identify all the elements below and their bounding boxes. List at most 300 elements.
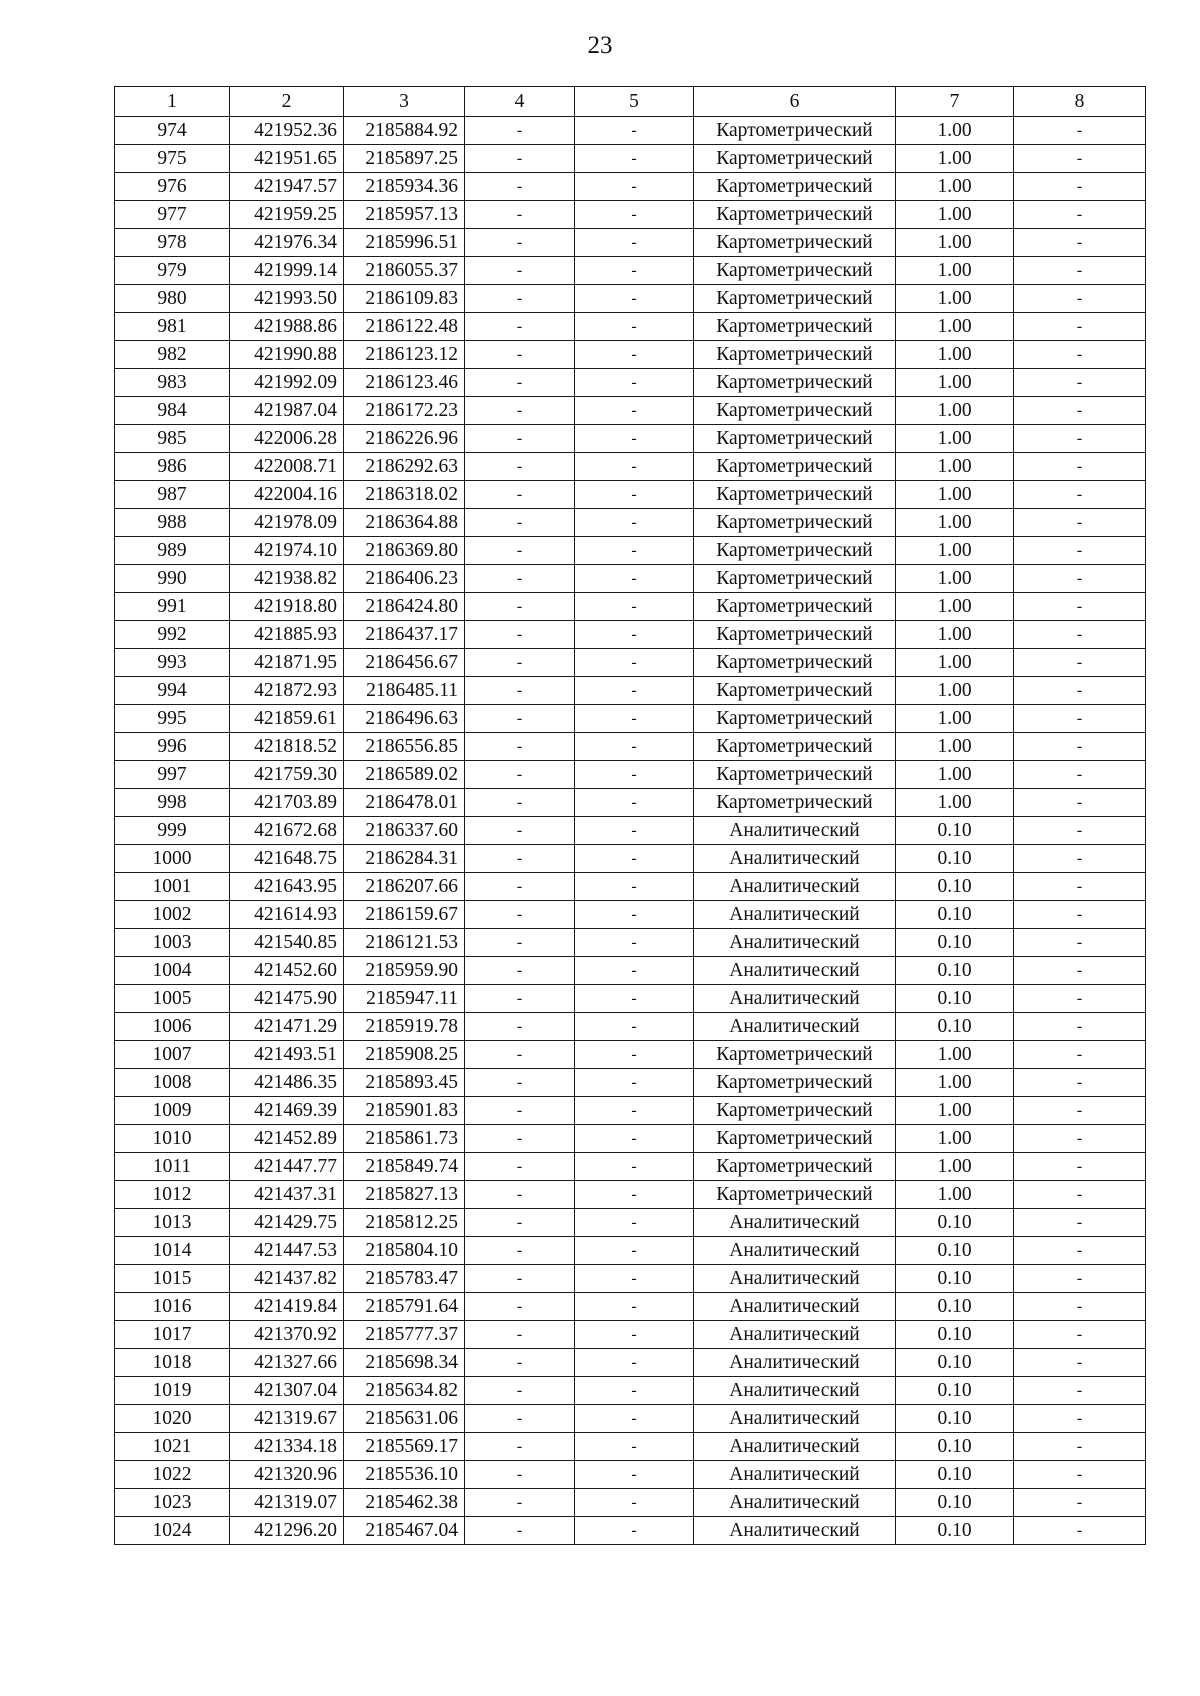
- y-coordinate-cell: 2185791.64: [344, 1293, 465, 1321]
- point-number-cell: 996: [115, 733, 230, 761]
- col-4-cell: -: [465, 873, 575, 901]
- point-number-cell: 986: [115, 453, 230, 481]
- method-cell: Аналитический: [694, 1489, 896, 1517]
- col-4-cell: -: [465, 173, 575, 201]
- x-coordinate-cell: 421759.30: [230, 761, 344, 789]
- col-5-cell: -: [575, 481, 694, 509]
- col-4-cell: -: [465, 1181, 575, 1209]
- y-coordinate-cell: 2186424.80: [344, 593, 465, 621]
- x-coordinate-cell: 421429.75: [230, 1209, 344, 1237]
- col-8-cell: -: [1014, 1405, 1146, 1433]
- accuracy-cell: 0.10: [896, 1321, 1014, 1349]
- col-5-cell: -: [575, 1209, 694, 1237]
- point-number-cell: 1009: [115, 1097, 230, 1125]
- point-number-cell: 977: [115, 201, 230, 229]
- accuracy-cell: 1.00: [896, 1069, 1014, 1097]
- accuracy-cell: 1.00: [896, 341, 1014, 369]
- table-row: [115, 1125, 1146, 1153]
- x-coordinate-cell: 421370.92: [230, 1321, 344, 1349]
- point-number-cell: 978: [115, 229, 230, 257]
- method-cell: Картометрический: [694, 1069, 896, 1097]
- y-coordinate-cell: 2186485.11: [344, 677, 465, 705]
- col-8-cell: -: [1014, 593, 1146, 621]
- accuracy-cell: 1.00: [896, 1041, 1014, 1069]
- x-coordinate-cell: 421447.53: [230, 1237, 344, 1265]
- accuracy-cell: 1.00: [896, 1125, 1014, 1153]
- x-coordinate-cell: 421672.68: [230, 817, 344, 845]
- accuracy-cell: 0.10: [896, 1377, 1014, 1405]
- col-5-cell: -: [575, 1013, 694, 1041]
- accuracy-cell: 0.10: [896, 1209, 1014, 1237]
- method-cell: Картометрический: [694, 369, 896, 397]
- x-coordinate-cell: 421871.95: [230, 649, 344, 677]
- point-number-cell: 994: [115, 677, 230, 705]
- y-coordinate-cell: 2185908.25: [344, 1041, 465, 1069]
- table-row: [115, 145, 1146, 173]
- col-8-cell: -: [1014, 845, 1146, 873]
- point-number-cell: 990: [115, 565, 230, 593]
- accuracy-cell: 1.00: [896, 481, 1014, 509]
- col-5-cell: -: [575, 1041, 694, 1069]
- point-number-cell: 974: [115, 117, 230, 145]
- x-coordinate-cell: 421978.09: [230, 509, 344, 537]
- col-4-cell: -: [465, 257, 575, 285]
- col-8-cell: -: [1014, 285, 1146, 313]
- col-5-cell: -: [575, 1489, 694, 1517]
- header-cell-1: 1: [115, 87, 230, 117]
- table-row: [115, 1153, 1146, 1181]
- col-4-cell: -: [465, 1209, 575, 1237]
- col-5-cell: -: [575, 117, 694, 145]
- col-5-cell: -: [575, 565, 694, 593]
- point-number-cell: 998: [115, 789, 230, 817]
- table-row: [115, 173, 1146, 201]
- y-coordinate-cell: 2185919.78: [344, 1013, 465, 1041]
- x-coordinate-cell: 421885.93: [230, 621, 344, 649]
- accuracy-cell: 1.00: [896, 1153, 1014, 1181]
- table-row: [115, 929, 1146, 957]
- method-cell: Аналитический: [694, 1517, 896, 1545]
- col-4-cell: -: [465, 789, 575, 817]
- col-5-cell: -: [575, 1265, 694, 1293]
- method-cell: Аналитический: [694, 985, 896, 1013]
- col-8-cell: -: [1014, 1461, 1146, 1489]
- col-4-cell: -: [465, 145, 575, 173]
- col-4-cell: -: [465, 537, 575, 565]
- header-cell-5: 5: [575, 87, 694, 117]
- col-8-cell: -: [1014, 677, 1146, 705]
- point-number-cell: 1004: [115, 957, 230, 985]
- col-5-cell: -: [575, 173, 694, 201]
- col-5-cell: -: [575, 1405, 694, 1433]
- col-5-cell: -: [575, 677, 694, 705]
- col-4-cell: -: [465, 313, 575, 341]
- col-5-cell: -: [575, 1321, 694, 1349]
- method-cell: Аналитический: [694, 1349, 896, 1377]
- table-row: [115, 1069, 1146, 1097]
- col-4-cell: -: [465, 285, 575, 313]
- col-8-cell: -: [1014, 1209, 1146, 1237]
- point-number-cell: 1012: [115, 1181, 230, 1209]
- y-coordinate-cell: 2185462.38: [344, 1489, 465, 1517]
- col-4-cell: -: [465, 201, 575, 229]
- table-row: [115, 1321, 1146, 1349]
- col-8-cell: -: [1014, 761, 1146, 789]
- x-coordinate-cell: 421419.84: [230, 1293, 344, 1321]
- point-number-cell: 975: [115, 145, 230, 173]
- point-number-cell: 1011: [115, 1153, 230, 1181]
- accuracy-cell: 1.00: [896, 117, 1014, 145]
- col-5-cell: -: [575, 1293, 694, 1321]
- point-number-cell: 1023: [115, 1489, 230, 1517]
- col-8-cell: -: [1014, 957, 1146, 985]
- col-8-cell: -: [1014, 1153, 1146, 1181]
- y-coordinate-cell: 2186123.46: [344, 369, 465, 397]
- table-row: [115, 1377, 1146, 1405]
- accuracy-cell: 1.00: [896, 201, 1014, 229]
- method-cell: Аналитический: [694, 1377, 896, 1405]
- col-8-cell: -: [1014, 929, 1146, 957]
- col-5-cell: -: [575, 901, 694, 929]
- accuracy-cell: 0.10: [896, 929, 1014, 957]
- accuracy-cell: 0.10: [896, 1489, 1014, 1517]
- table-row: [115, 789, 1146, 817]
- x-coordinate-cell: 421319.07: [230, 1489, 344, 1517]
- x-coordinate-cell: 421818.52: [230, 733, 344, 761]
- col-8-cell: -: [1014, 1041, 1146, 1069]
- col-5-cell: -: [575, 789, 694, 817]
- point-number-cell: 1021: [115, 1433, 230, 1461]
- y-coordinate-cell: 2186172.23: [344, 397, 465, 425]
- col-5-cell: -: [575, 817, 694, 845]
- col-5-cell: -: [575, 761, 694, 789]
- y-coordinate-cell: 2186589.02: [344, 761, 465, 789]
- accuracy-cell: 0.10: [896, 1517, 1014, 1545]
- y-coordinate-cell: 2185783.47: [344, 1265, 465, 1293]
- y-coordinate-cell: 2185884.92: [344, 117, 465, 145]
- y-coordinate-cell: 2185901.83: [344, 1097, 465, 1125]
- col-4-cell: -: [465, 1237, 575, 1265]
- method-cell: Картометрический: [694, 593, 896, 621]
- col-5-cell: -: [575, 1517, 694, 1545]
- col-8-cell: -: [1014, 1237, 1146, 1265]
- y-coordinate-cell: 2185698.34: [344, 1349, 465, 1377]
- col-5-cell: -: [575, 1433, 694, 1461]
- y-coordinate-cell: 2186406.23: [344, 565, 465, 593]
- col-4-cell: -: [465, 985, 575, 1013]
- col-5-cell: -: [575, 1349, 694, 1377]
- col-5-cell: -: [575, 593, 694, 621]
- col-8-cell: -: [1014, 537, 1146, 565]
- x-coordinate-cell: 421327.66: [230, 1349, 344, 1377]
- accuracy-cell: 1.00: [896, 761, 1014, 789]
- method-cell: Картометрический: [694, 1181, 896, 1209]
- table-row: [115, 537, 1146, 565]
- table-row: [115, 201, 1146, 229]
- table-row: [115, 1041, 1146, 1069]
- table-row: [115, 509, 1146, 537]
- col-4-cell: -: [465, 1293, 575, 1321]
- x-coordinate-cell: 421296.20: [230, 1517, 344, 1545]
- table-row: [115, 1461, 1146, 1489]
- col-4-cell: -: [465, 1125, 575, 1153]
- method-cell: Аналитический: [694, 1013, 896, 1041]
- x-coordinate-cell: 421447.77: [230, 1153, 344, 1181]
- method-cell: Картометрический: [694, 397, 896, 425]
- col-4-cell: -: [465, 593, 575, 621]
- method-cell: Картометрический: [694, 1097, 896, 1125]
- table-row: [115, 1405, 1146, 1433]
- table-row: [115, 733, 1146, 761]
- col-5-cell: -: [575, 1237, 694, 1265]
- x-coordinate-cell: 421469.39: [230, 1097, 344, 1125]
- col-5-cell: -: [575, 621, 694, 649]
- table-row: [115, 397, 1146, 425]
- x-coordinate-cell: 421452.60: [230, 957, 344, 985]
- table-row: [115, 285, 1146, 313]
- y-coordinate-cell: 2185827.13: [344, 1181, 465, 1209]
- col-4-cell: -: [465, 677, 575, 705]
- col-5-cell: -: [575, 397, 694, 425]
- table-row: [115, 1433, 1146, 1461]
- col-5-cell: -: [575, 425, 694, 453]
- point-number-cell: 1016: [115, 1293, 230, 1321]
- col-8-cell: -: [1014, 1013, 1146, 1041]
- col-4-cell: -: [465, 1265, 575, 1293]
- col-4-cell: -: [465, 1013, 575, 1041]
- col-8-cell: -: [1014, 985, 1146, 1013]
- accuracy-cell: 0.10: [896, 957, 1014, 985]
- x-coordinate-cell: 421486.35: [230, 1069, 344, 1097]
- method-cell: Аналитический: [694, 901, 896, 929]
- method-cell: Аналитический: [694, 929, 896, 957]
- point-number-cell: 1015: [115, 1265, 230, 1293]
- y-coordinate-cell: 2185536.10: [344, 1461, 465, 1489]
- point-number-cell: 1013: [115, 1209, 230, 1237]
- method-cell: Аналитический: [694, 1321, 896, 1349]
- y-coordinate-cell: 2186123.12: [344, 341, 465, 369]
- col-4-cell: -: [465, 1405, 575, 1433]
- col-8-cell: -: [1014, 1293, 1146, 1321]
- table-row: [115, 565, 1146, 593]
- table-row: [115, 1265, 1146, 1293]
- table-row: [115, 985, 1146, 1013]
- table-row: [115, 1209, 1146, 1237]
- method-cell: Картометрический: [694, 733, 896, 761]
- col-5-cell: -: [575, 369, 694, 397]
- col-5-cell: -: [575, 145, 694, 173]
- y-coordinate-cell: 2185467.04: [344, 1517, 465, 1545]
- x-coordinate-cell: 421475.90: [230, 985, 344, 1013]
- col-8-cell: -: [1014, 1377, 1146, 1405]
- table-row: [115, 1181, 1146, 1209]
- col-4-cell: -: [465, 845, 575, 873]
- x-coordinate-cell: 421938.82: [230, 565, 344, 593]
- table-row: [115, 369, 1146, 397]
- y-coordinate-cell: 2186121.53: [344, 929, 465, 957]
- y-coordinate-cell: 2185893.45: [344, 1069, 465, 1097]
- x-coordinate-cell: 422004.16: [230, 481, 344, 509]
- accuracy-cell: 0.10: [896, 1265, 1014, 1293]
- x-coordinate-cell: 421307.04: [230, 1377, 344, 1405]
- accuracy-cell: 0.10: [896, 1461, 1014, 1489]
- table-row: [115, 957, 1146, 985]
- method-cell: Картометрический: [694, 201, 896, 229]
- col-5-cell: -: [575, 1153, 694, 1181]
- x-coordinate-cell: 421471.29: [230, 1013, 344, 1041]
- y-coordinate-cell: 2186364.88: [344, 509, 465, 537]
- method-cell: Картометрический: [694, 789, 896, 817]
- col-8-cell: -: [1014, 1097, 1146, 1125]
- col-8-cell: -: [1014, 649, 1146, 677]
- col-4-cell: -: [465, 901, 575, 929]
- x-coordinate-cell: 421643.95: [230, 873, 344, 901]
- col-4-cell: -: [465, 341, 575, 369]
- method-cell: Аналитический: [694, 1461, 896, 1489]
- point-number-cell: 976: [115, 173, 230, 201]
- point-number-cell: 989: [115, 537, 230, 565]
- y-coordinate-cell: 2185804.10: [344, 1237, 465, 1265]
- col-8-cell: -: [1014, 1433, 1146, 1461]
- accuracy-cell: 1.00: [896, 789, 1014, 817]
- col-8-cell: -: [1014, 817, 1146, 845]
- point-number-cell: 987: [115, 481, 230, 509]
- accuracy-cell: 0.10: [896, 1013, 1014, 1041]
- col-4-cell: -: [465, 1069, 575, 1097]
- col-5-cell: -: [575, 985, 694, 1013]
- accuracy-cell: 1.00: [896, 1097, 1014, 1125]
- col-8-cell: -: [1014, 901, 1146, 929]
- point-number-cell: 999: [115, 817, 230, 845]
- point-number-cell: 1001: [115, 873, 230, 901]
- col-8-cell: -: [1014, 1265, 1146, 1293]
- accuracy-cell: 1.00: [896, 733, 1014, 761]
- col-4-cell: -: [465, 817, 575, 845]
- accuracy-cell: 0.10: [896, 817, 1014, 845]
- point-number-cell: 995: [115, 705, 230, 733]
- method-cell: Аналитический: [694, 1433, 896, 1461]
- col-4-cell: -: [465, 1377, 575, 1405]
- point-number-cell: 1003: [115, 929, 230, 957]
- accuracy-cell: 1.00: [896, 537, 1014, 565]
- y-coordinate-cell: 2186122.48: [344, 313, 465, 341]
- col-5-cell: -: [575, 341, 694, 369]
- y-coordinate-cell: 2186437.17: [344, 621, 465, 649]
- method-cell: Аналитический: [694, 873, 896, 901]
- x-coordinate-cell: 421614.93: [230, 901, 344, 929]
- accuracy-cell: 0.10: [896, 901, 1014, 929]
- x-coordinate-cell: 421987.04: [230, 397, 344, 425]
- table-row: [115, 1237, 1146, 1265]
- table-row: [115, 481, 1146, 509]
- accuracy-cell: 1.00: [896, 1181, 1014, 1209]
- y-coordinate-cell: 2185947.11: [344, 985, 465, 1013]
- col-4-cell: -: [465, 1153, 575, 1181]
- method-cell: Картометрический: [694, 705, 896, 733]
- x-coordinate-cell: 421951.65: [230, 145, 344, 173]
- accuracy-cell: 1.00: [896, 621, 1014, 649]
- point-number-cell: 984: [115, 397, 230, 425]
- point-number-cell: 981: [115, 313, 230, 341]
- accuracy-cell: 0.10: [896, 985, 1014, 1013]
- point-number-cell: 1022: [115, 1461, 230, 1489]
- col-4-cell: -: [465, 1097, 575, 1125]
- method-cell: Картометрический: [694, 481, 896, 509]
- col-4-cell: -: [465, 369, 575, 397]
- y-coordinate-cell: 2186318.02: [344, 481, 465, 509]
- col-8-cell: -: [1014, 481, 1146, 509]
- col-8-cell: -: [1014, 1517, 1146, 1545]
- x-coordinate-cell: 421648.75: [230, 845, 344, 873]
- y-coordinate-cell: 2186159.67: [344, 901, 465, 929]
- header-cell-7: 7: [896, 87, 1014, 117]
- header-cell-2: 2: [230, 87, 344, 117]
- point-number-cell: 992: [115, 621, 230, 649]
- col-8-cell: -: [1014, 733, 1146, 761]
- point-number-cell: 1014: [115, 1237, 230, 1265]
- table-row: [115, 593, 1146, 621]
- coordinates-table: [114, 86, 1146, 1545]
- col-4-cell: -: [465, 1041, 575, 1069]
- x-coordinate-cell: 421959.25: [230, 201, 344, 229]
- accuracy-cell: 1.00: [896, 425, 1014, 453]
- col-5-cell: -: [575, 1181, 694, 1209]
- accuracy-cell: 0.10: [896, 1405, 1014, 1433]
- col-8-cell: -: [1014, 1349, 1146, 1377]
- y-coordinate-cell: 2185861.73: [344, 1125, 465, 1153]
- accuracy-cell: 1.00: [896, 565, 1014, 593]
- table-row: [115, 313, 1146, 341]
- point-number-cell: 1002: [115, 901, 230, 929]
- y-coordinate-cell: 2185996.51: [344, 229, 465, 257]
- point-number-cell: 983: [115, 369, 230, 397]
- y-coordinate-cell: 2186496.63: [344, 705, 465, 733]
- accuracy-cell: 1.00: [896, 593, 1014, 621]
- method-cell: Картометрический: [694, 509, 896, 537]
- accuracy-cell: 0.10: [896, 1237, 1014, 1265]
- y-coordinate-cell: 2185897.25: [344, 145, 465, 173]
- table-row: [115, 705, 1146, 733]
- method-cell: Картометрический: [694, 453, 896, 481]
- point-number-cell: 1024: [115, 1517, 230, 1545]
- col-5-cell: -: [575, 1097, 694, 1125]
- x-coordinate-cell: 421992.09: [230, 369, 344, 397]
- accuracy-cell: 1.00: [896, 677, 1014, 705]
- point-number-cell: 993: [115, 649, 230, 677]
- y-coordinate-cell: 2186284.31: [344, 845, 465, 873]
- col-8-cell: -: [1014, 1321, 1146, 1349]
- col-8-cell: -: [1014, 873, 1146, 901]
- y-coordinate-cell: 2186478.01: [344, 789, 465, 817]
- col-8-cell: -: [1014, 705, 1146, 733]
- col-4-cell: -: [465, 397, 575, 425]
- table-row: [115, 257, 1146, 285]
- col-4-cell: -: [465, 1489, 575, 1517]
- method-cell: Аналитический: [694, 1293, 896, 1321]
- y-coordinate-cell: 2186337.60: [344, 817, 465, 845]
- col-5-cell: -: [575, 649, 694, 677]
- col-8-cell: -: [1014, 201, 1146, 229]
- y-coordinate-cell: 2185934.36: [344, 173, 465, 201]
- col-5-cell: -: [575, 285, 694, 313]
- point-number-cell: 1005: [115, 985, 230, 1013]
- method-cell: Аналитический: [694, 1237, 896, 1265]
- x-coordinate-cell: 422006.28: [230, 425, 344, 453]
- point-number-cell: 1006: [115, 1013, 230, 1041]
- table-row: [115, 1349, 1146, 1377]
- accuracy-cell: 1.00: [896, 257, 1014, 285]
- y-coordinate-cell: 2186456.67: [344, 649, 465, 677]
